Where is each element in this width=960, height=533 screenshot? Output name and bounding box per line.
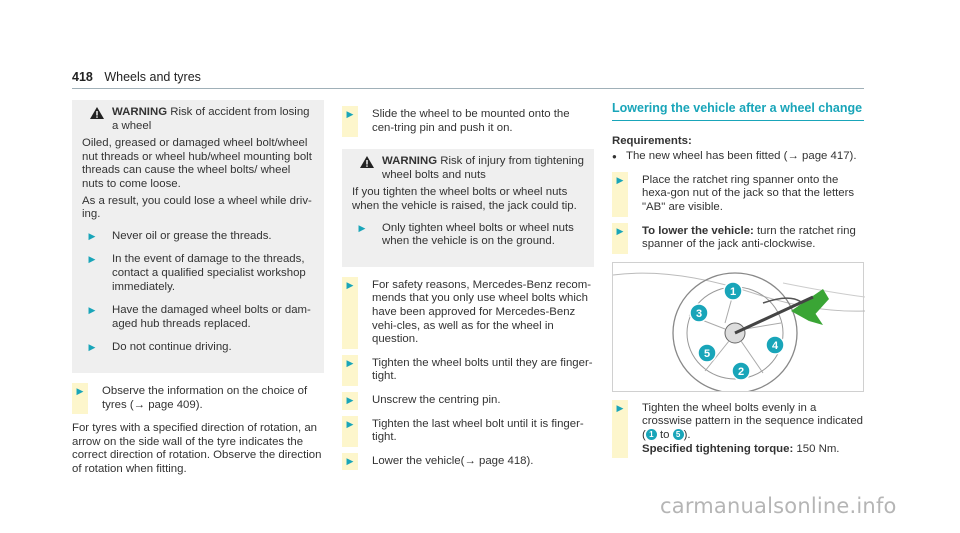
step-bold-label: To lower the vehicle: [642,224,754,237]
warning-heading [352,155,584,182]
step-arrow-icon: ▶ [612,400,628,458]
step-arrow-icon: ▶ [72,383,88,414]
step-arrow-icon: ▶ [612,223,628,254]
header-divider [72,88,864,89]
rotation-paragraph: For tyres with a specified direction of rotation, an arrow on the side wall of the tyre indicates the correct direction of rotation. Observe the direction of rotation when fitting. [72,422,322,475]
step-arrow-icon: ▶ [84,339,100,357]
step-arrow-icon: ▶ [84,302,100,333]
callout-2: 2 [737,365,745,378]
step-arrow-icon: ▶ [342,416,358,447]
step-observe: ▶ Observe the information on the choice of tyres (→ page 409). [72,385,324,412]
requirements-label: Requirements: [612,134,692,147]
step-arrow-icon: ▶ [84,228,100,246]
callout-3: 3 [695,307,703,320]
step-lower: ▶ Lower the vehicle(→ page 418). [342,455,594,469]
section-divider [612,120,864,121]
warning-paragraph: As a result, you could lose a wheel while driv-ing. [82,194,312,221]
step-arrow-icon: ▶ [612,172,628,217]
step-place-spanner: ▶ Place the ratchet ring spanner onto the hexa-gon nut of the jack so that the letters "AB" are visible. [612,174,864,215]
page-header [72,71,201,85]
callout-5: 5 [703,347,711,360]
warning-step: ▶ Only tighten wheel bolts or wheel nuts when the vehicle is on the ground. [352,222,584,249]
wheel-illustration [613,263,865,391]
warning-paragraph: If you tighten the wheel bolts or wheel nuts when the vehicle is raised, the jack could tip. [352,186,577,212]
section-name: Wheels and tyres [104,70,201,84]
warning-triangle-icon [360,156,374,168]
warning-label: WARNING [382,155,438,168]
step-tighten-last: ▶ Tighten the last wheel bolt until it is finger-tight. [342,418,594,445]
warning-step: ▶ Have the damaged wheel bolts or dam-aged hub threads replaced. [82,304,314,331]
step-lower-vehicle: ▶ To lower the vehicle: turn the ratchet ring spanner of the jack anti-clockwise. [612,225,864,252]
step-tighten-finger: ▶ Tighten the wheel bolts until they are finger-tight. [342,357,594,384]
torque-value: 150 Nm. [796,442,840,455]
column-2 [342,100,594,478]
sequence-end-number: 5 [673,429,684,440]
warning-label: WARNING [112,106,168,118]
section-title: Lowering the vehicle after a wheel change [612,101,863,115]
column-1 [72,100,324,486]
warning-heading [82,106,314,133]
step-arrow-icon: ▶ [342,392,358,410]
warning-step: ▶ Do not continue driving. [82,341,314,355]
step-arrow-icon: ▶ [342,277,358,349]
step-arrow-icon: ▶ [342,355,358,386]
page-number: 418 [72,70,93,84]
step-arrow-icon: ▶ [342,106,358,137]
warning-step: ▶ In the event of damage to the threads, contact a qualified specialist workshop immediately. [82,253,314,294]
warning-title: Risk of accident from losing a wheel [112,106,310,132]
warning-paragraph: Oiled, greased or damaged wheel bolt/wheel nut threads or wheel hub/wheel mounting bolt threads can cause the wheel bolts/ wheel nuts to come loose. [82,137,312,190]
step-arrow-icon: ▶ [342,453,358,471]
step-arrow-icon: ▶ [84,251,100,296]
step-arrow-icon: ▶ [354,220,370,251]
warning-box-injury [342,149,594,267]
warning-triangle-icon [90,107,104,119]
warning-box-accident [72,100,324,373]
watermark: carmanualsonline.info [660,494,897,518]
callout-1: 1 [729,285,737,298]
torque-label: Specified tightening torque: [642,442,794,455]
warning-title: Risk of injury from tightening wheel bolts and nuts [382,155,584,181]
requirement-item[interactable]: ● The new wheel has been fitted (→ page 417). [612,150,864,164]
step-safety: ▶ For safety reasons, Mercedes-Benz recom-mends that you only use wheel bolts which have been approved for Mercedes-Benz vehi-cles, as well as for the wheel in question. [342,279,594,347]
step-slide: ▶ Slide the wheel to be mounted onto the cen-tring pin and push it on. [342,108,594,135]
warning-step: ▶ Never oil or grease the threads. [82,230,314,244]
step-unscrew-pin: ▶ Unscrew the centring pin. [342,394,594,408]
wheel-bolt-figure [612,262,864,392]
sequence-start-number: 1 [646,429,657,440]
callout-4: 4 [771,339,779,352]
column-3 [612,100,864,466]
step-tighten-crosswise: ▶ Tighten the wheel bolts evenly in a crosswise pattern in the sequence indicated ( 1 to 5 ). Specified tightening torque: 150 Nm. [612,402,864,456]
